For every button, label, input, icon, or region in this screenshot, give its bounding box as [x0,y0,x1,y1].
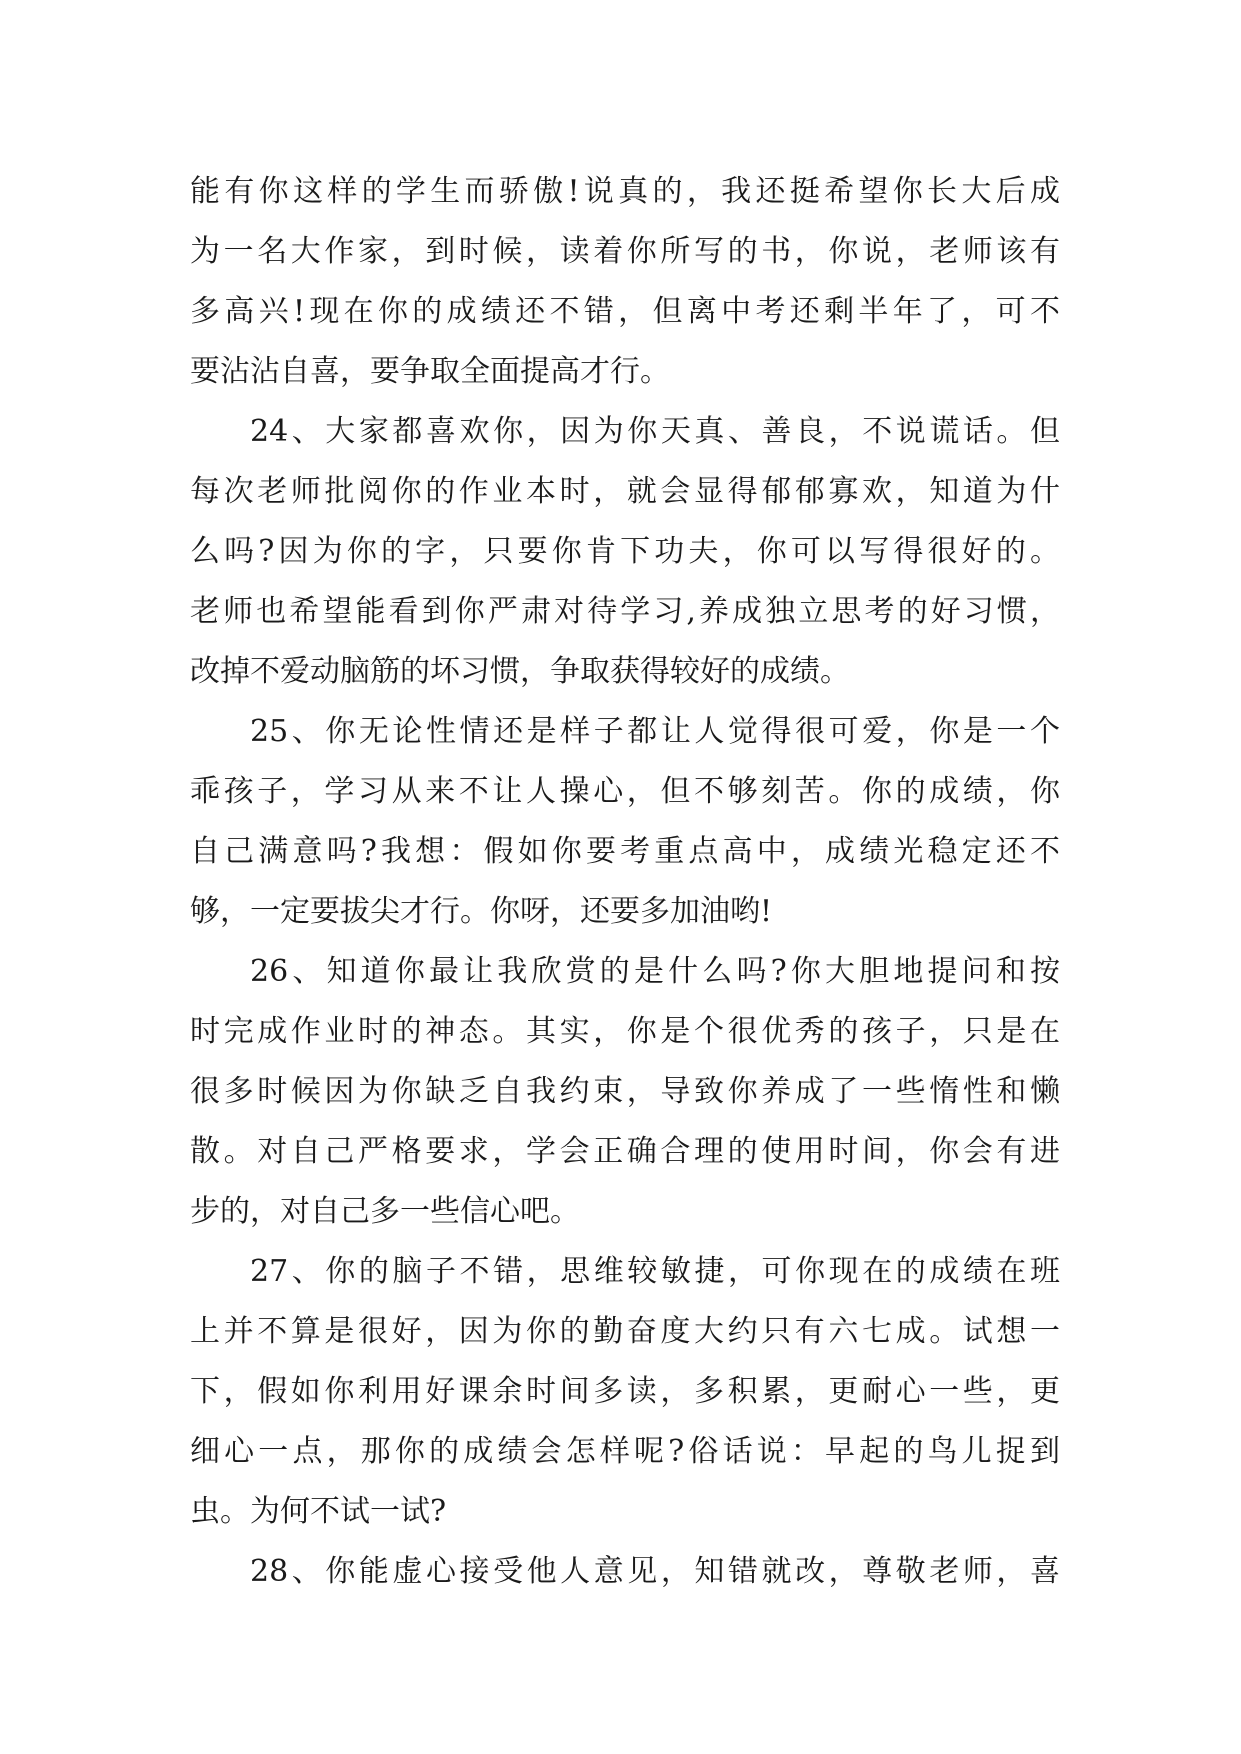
text-line: 27、你的脑子不错，思维较敏捷，可你现在的成绩在班 [250,1254,1060,1289]
text-line: 24、大家都喜欢你，因为你天真、善良，不说谎话。但 [250,414,1060,449]
text-line: 为一名大作家，到时候，读着你所写的书，你说，老师该有 [190,234,1060,269]
text-line: 28、你能虚心接受他人意见，知错就改，尊敬老师，喜 [250,1554,1060,1589]
text-line: 要沾沾自喜，要争取全面提高才行。 [190,354,670,389]
text-line: 时完成作业时的神态。其实，你是个很优秀的孩子，只是在 [190,1014,1060,1049]
text-line: 散。对自己严格要求，学会正确合理的使用时间，你会有进 [190,1134,1060,1169]
text-line: 改掉不爱动脑筋的坏习惯，争取获得较好的成绩。 [190,654,850,689]
text-line: 虫。为何不试一试? [190,1494,447,1529]
text-line: 多高兴!现在你的成绩还不错，但离中考还剩半年了，可不 [190,294,1060,329]
text-line: 上并不算是很好，因为你的勤奋度大约只有六七成。试想一 [190,1314,1060,1349]
text-line: 细心一点，那你的成绩会怎样呢?俗话说：早起的鸟儿捉到 [190,1434,1060,1469]
text-line: 步的，对自己多一些信心吧。 [190,1194,580,1229]
text-line: 么吗?因为你的字，只要你肯下功夫，你可以写得很好的。 [190,534,1060,569]
text-line: 够，一定要拔尖才行。你呀，还要多加油哟! [190,894,773,929]
text-line: 26、知道你最让我欣赏的是什么吗?你大胆地提问和按 [250,954,1060,989]
text-line: 很多时候因为你缺乏自我约束，导致你养成了一些惰性和懒 [190,1074,1060,1109]
text-line: 自己满意吗?我想：假如你要考重点高中，成绩光稳定还不 [190,834,1060,869]
text-line: 25、你无论性情还是样子都让人觉得很可爱，你是一个 [250,714,1060,749]
body-text [190,162,1060,1602]
text-line: 乖孩子，学习从来不让人操心，但不够刻苦。你的成绩，你 [190,774,1060,809]
text-line: 能有你这样的学生而骄傲!说真的，我还挺希望你长大后成 [190,174,1060,209]
text-line: 老师也希望能看到你严肃对待学习,养成独立思考的好习惯， [190,594,1060,629]
text-line: 下，假如你利用好课余时间多读，多积累，更耐心一些，更 [190,1374,1060,1409]
text-line: 每次老师批阅你的作业本时，就会显得郁郁寡欢，知道为什 [190,474,1060,509]
